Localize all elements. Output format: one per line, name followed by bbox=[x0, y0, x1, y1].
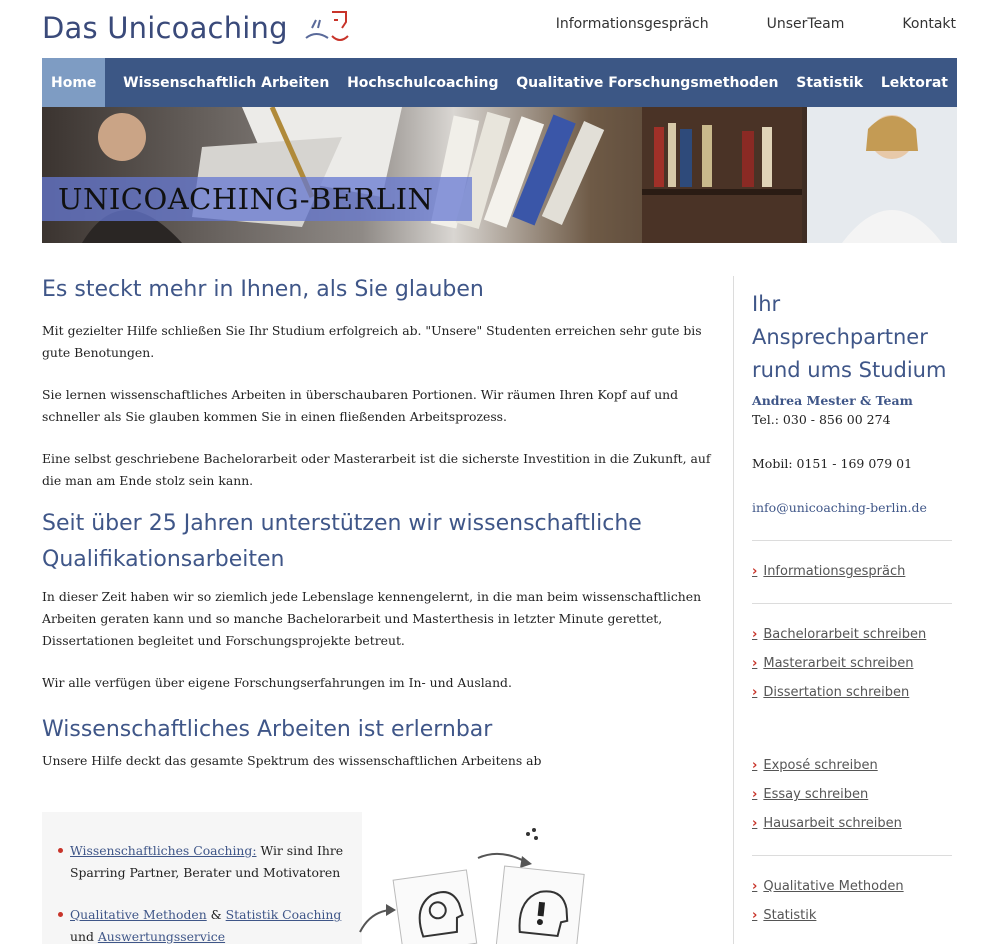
topnav-unser-team[interactable]: UnserTeam bbox=[766, 16, 845, 32]
nav-home[interactable]: Home bbox=[42, 58, 105, 107]
chevron-right-icon: › bbox=[752, 758, 758, 773]
chevron-right-icon: › bbox=[752, 627, 758, 642]
sidebar-tel: Tel.: 030 - 856 00 274 bbox=[752, 412, 891, 427]
paragraph-4: In dieser Zeit haben wir so ziemlich jede Lebenslage kennengelernt, in die man beim wissenschaftlichen Arbeiten geraten kann und so manche Bachelorarbeit und Masterthesis in letzter Minute gerettet, Dissertationen begleitet und Forschungsprojekte betreut. bbox=[42, 589, 702, 648]
sidebar-link-hausarbeit[interactable]: › Hausarbeit schreiben bbox=[752, 816, 902, 831]
sidebar-link-masterarbeit[interactable]: › Masterarbeit schreiben bbox=[752, 656, 914, 671]
topnav-informationsgespraech[interactable]: Informationsgespräch bbox=[555, 16, 709, 32]
nav-wissenschaftlich-arbeiten[interactable]: Wissenschaftlich Arbeiten bbox=[123, 74, 330, 91]
sidebar-contact bbox=[752, 288, 954, 408]
sidebar-divider bbox=[733, 276, 734, 944]
chevron-right-icon: › bbox=[752, 787, 758, 802]
link-wissenschaftliches-coaching[interactable]: Wissenschaftliches Coaching: bbox=[70, 843, 257, 858]
sidebar-link-dissertation[interactable]: › Dissertation schreiben bbox=[752, 685, 910, 700]
sidebar-mobil: Mobil: 0151 - 169 079 01 bbox=[752, 456, 913, 471]
banner-collage-image bbox=[42, 107, 957, 243]
services-bullet-box bbox=[42, 812, 362, 944]
banner-title: UNICOACHING-BERLIN bbox=[42, 177, 472, 221]
paragraph-3: Eine selbst geschriebene Bachelorarbeit oder Masterarbeit ist die sicherste Investition in die Zukunft, auf die man am Ende stolz sein kann. bbox=[42, 451, 711, 488]
logo-text: Das Unicoaching bbox=[42, 11, 288, 45]
link-auswertungsservice[interactable]: Auswertungsservice bbox=[97, 929, 226, 944]
sidebar-hr bbox=[752, 603, 952, 604]
sidebar-link-essay[interactable]: › Essay schreiben bbox=[752, 787, 869, 802]
sidebar-link-qualitative-methoden[interactable]: › Qualitative Methoden bbox=[752, 879, 904, 894]
sidebar-link-informationsgespraech[interactable]: › Informationsgespräch bbox=[752, 564, 906, 579]
topnav-kontakt[interactable]: Kontakt bbox=[902, 16, 956, 32]
logo-face-icon bbox=[302, 8, 358, 48]
sidebar-contact-name: Andrea Mester & Team bbox=[752, 393, 913, 408]
link-qualitative-methoden[interactable]: Qualitative Methoden bbox=[70, 907, 207, 922]
sidebar-hr bbox=[752, 855, 952, 856]
paragraph-5: Wir alle verfügen über eigene Forschungserfahrungen im In- und Ausland. bbox=[42, 675, 512, 690]
bullet-methoden: Qualitative Methoden & Statistik Coaching und Auswertungsservice bbox=[60, 904, 362, 944]
nav-hochschulcoaching[interactable]: Hochschulcoaching bbox=[347, 74, 499, 91]
bullet-coaching: Wissenschaftliches Coaching: Wir sind Ihre Sparring Partner, Berater und Motivatoren bbox=[60, 840, 362, 884]
chevron-right-icon: › bbox=[752, 656, 758, 671]
sidebar-link-expose[interactable]: › Exposé schreiben bbox=[752, 758, 878, 773]
heading-learnable: Wissenschaftliches Arbeiten ist erlernbar bbox=[42, 717, 493, 742]
site-logo[interactable] bbox=[42, 8, 358, 48]
chevron-right-icon: › bbox=[752, 685, 758, 700]
top-navigation bbox=[498, 16, 956, 32]
chevron-right-icon: › bbox=[752, 816, 758, 831]
chevron-right-icon: › bbox=[752, 564, 758, 579]
heading-experience: Seit über 25 Jahren unterstützen wir wissenschaftliche Qualifikationsarbeiten bbox=[42, 511, 642, 572]
nav-qualitative-forschungsmethoden[interactable]: Qualitative Forschungsmethoden bbox=[516, 74, 779, 91]
sidebar-link-statistik[interactable]: › Statistik bbox=[752, 908, 817, 923]
chevron-right-icon: › bbox=[752, 908, 758, 923]
thinking-heads-illustration bbox=[350, 822, 590, 944]
main-navigation bbox=[42, 58, 957, 107]
paragraph-6: Unsere Hilfe deckt das gesamte Spektrum des wissenschaftlichen Arbeitens ab bbox=[42, 753, 542, 768]
nav-lektorat[interactable]: Lektorat bbox=[880, 74, 948, 91]
bullet-dot-icon bbox=[58, 848, 63, 853]
sidebar-email-link[interactable]: info@unicoaching-berlin.de bbox=[752, 500, 927, 515]
heading-intro: Es steckt mehr in Ihnen, als Sie glauben bbox=[42, 277, 484, 302]
sidebar-hr bbox=[752, 540, 952, 541]
hero-banner bbox=[42, 107, 957, 243]
nav-statistik[interactable]: Statistik bbox=[796, 74, 864, 91]
paragraph-1: Mit gezielter Hilfe schließen Sie Ihr Studium erfolgreich ab. "Unsere" Studenten erreichen sehr gute bis gute Benotungen. bbox=[42, 323, 702, 360]
sidebar-title: Ihr Ansprechpartner rund ums Studium bbox=[752, 292, 947, 382]
paragraph-2: Sie lernen wissenschaftliches Arbeiten in überschaubaren Portionen. Wir räumen Ihren Kopf auf und schneller als Sie glauben kommen Sie in einen fließenden Arbeitsprozess. bbox=[42, 387, 679, 424]
bullet-dot-icon bbox=[58, 912, 63, 917]
chevron-right-icon: › bbox=[752, 879, 758, 894]
sidebar-link-bachelorarbeit[interactable]: › Bachelorarbeit schreiben bbox=[752, 627, 927, 642]
link-statistik-coaching[interactable]: Statistik Coaching bbox=[225, 907, 342, 922]
main-content bbox=[42, 272, 722, 772]
